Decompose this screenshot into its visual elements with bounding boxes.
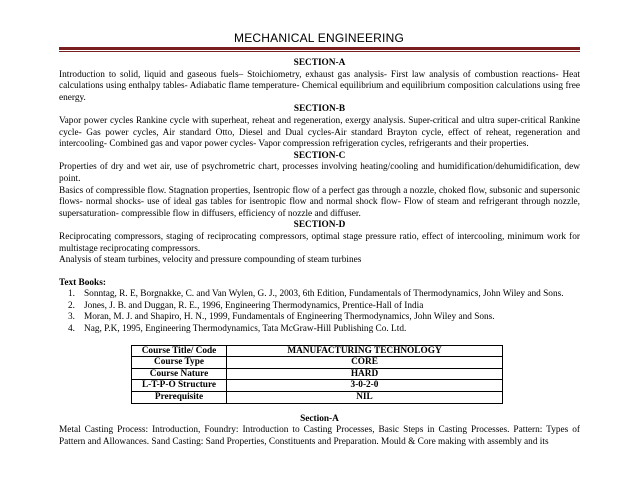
list-item-number: 2. [68,300,75,311]
section-d [59,220,580,266]
list-item-text: Sonntag, R. E, Borgnakke, C. and Van Wylen, G. J., 2003, 6th Edition, Fundamentals of Thermodynamics, John Wiley and Sons. [84,289,564,300]
table-row [132,368,503,380]
list-item [59,301,580,313]
section-paragraph: Reciprocating compressors, staging of reciprocating compressors, optimal stage pressure ratio, effect of intercooling, minimum work for multistage reciprocating compressors. [59,231,580,254]
table-cell-value: NIL [227,392,503,404]
document-content [59,58,580,448]
section-paragraph: Basics of compressible flow. Stagnation properties, Isentropic flow of a perfect gas through a nozzle, choked flow, subsonic and supersonic flows- normal shocks- use of ideal gas tables for isentropic flow and normal shock flow- Flow of steam and refrigerant through nozzle, supersaturation- compressible flow in diffusers, efficiency of nozzle and diffuser. [59,185,580,219]
page-header-title: MECHANICAL ENGINEERING [234,31,404,45]
section-heading: SECTION-D [293,220,346,231]
course-section-heading: Section-A [300,413,339,424]
list-item [59,289,580,301]
list-item-text: Moran, M. J. and Shapiro, H. N., 1999, Fundamentals of Engineering Thermodynamics, John Wiley and Sons. [84,312,495,323]
list-item-number: 3. [68,312,75,323]
list-item-number: 1. [68,289,75,300]
textbooks [59,278,580,336]
table-cell-label: Course Type [132,357,227,369]
table-cell-label: Course Title/ Code [132,345,227,357]
section-a [59,58,580,104]
list-item [59,324,580,336]
section-c [59,151,580,221]
spacer [59,267,580,278]
course-info-table [131,345,503,404]
list-item-number: 4. [68,324,75,335]
section-heading: SECTION-A [293,58,346,68]
table-cell-label: Prerequisite [132,392,227,404]
section-paragraph: Vapor power cycles Rankine cycle with superheat, reheat and regeneration, exergy analysis. Super-critical and ultra super-critical Rankine cycle- Gas power cycles, Air standard Otto, Diesel and Dual cycles-Air standard Brayton cycle, effect of reheat, regeneration and intercooling- Combined gas and vapor power cycles- Vapor compression refrigeration cycles, refrigerants and their properties. [59,115,580,150]
list-item-text: Jones, J. B. and Duggan, R. E., 1996, Engineering Thermodynamics, Prentice-Hall of India [84,300,424,311]
header-rule-thick [59,47,580,50]
table-cell-value: 3-0-2-0 [227,380,503,392]
table-row [132,380,503,392]
section-paragraph: Analysis of steam turbines, velocity and pressure compounding of steam turbines [59,255,362,266]
course-section-paragraph: Metal Casting Process: Introduction, Foundry: Introduction to Casting Processes, Basic Steps in Casting Processes. Pattern: Types of Pattern and Allowances. Sand Casting: Sand Properties, Constituents and Preparation. Mould & Core making with assembly and its [59,425,580,447]
section-heading: SECTION-C [293,150,346,161]
list-item-text: Nag, P.K, 1995, Engineering Thermodynamics, Tata McGraw-Hill Publishing Co. Ltd. [84,324,407,335]
section-b [59,104,580,150]
table-row [132,392,503,404]
table-cell-label: L-T-P-O Structure [132,380,227,392]
textbooks-heading: Text Books: [59,277,106,288]
table-row [132,345,503,357]
header-rule-thin [59,51,580,52]
section-heading: SECTION-B [293,104,346,115]
section-paragraph: Properties of dry and wet air, use of psychrometric chart, processes involving heating/cooling and humidification/dehumidification, dew point. [59,162,580,184]
table-row [132,357,503,369]
table-cell-value: HARD [227,368,503,380]
table-cell-label: Course Nature [132,368,227,380]
table-cell-value: MANUFACTURING TECHNOLOGY [227,345,503,357]
textbooks-list [59,289,580,335]
section-paragraph: Introduction to solid, liquid and gaseous fuels– Stoichiometry, exhaust gas analysis- First law analysis of combustion reactions- Heat calculations using enthalpy tables- Adiabatic flame temperature- Chemical equilibrium and equilibrium composition calculations using free energy. [59,69,580,103]
table-cell-value: CORE [227,357,503,369]
list-item [59,312,580,324]
